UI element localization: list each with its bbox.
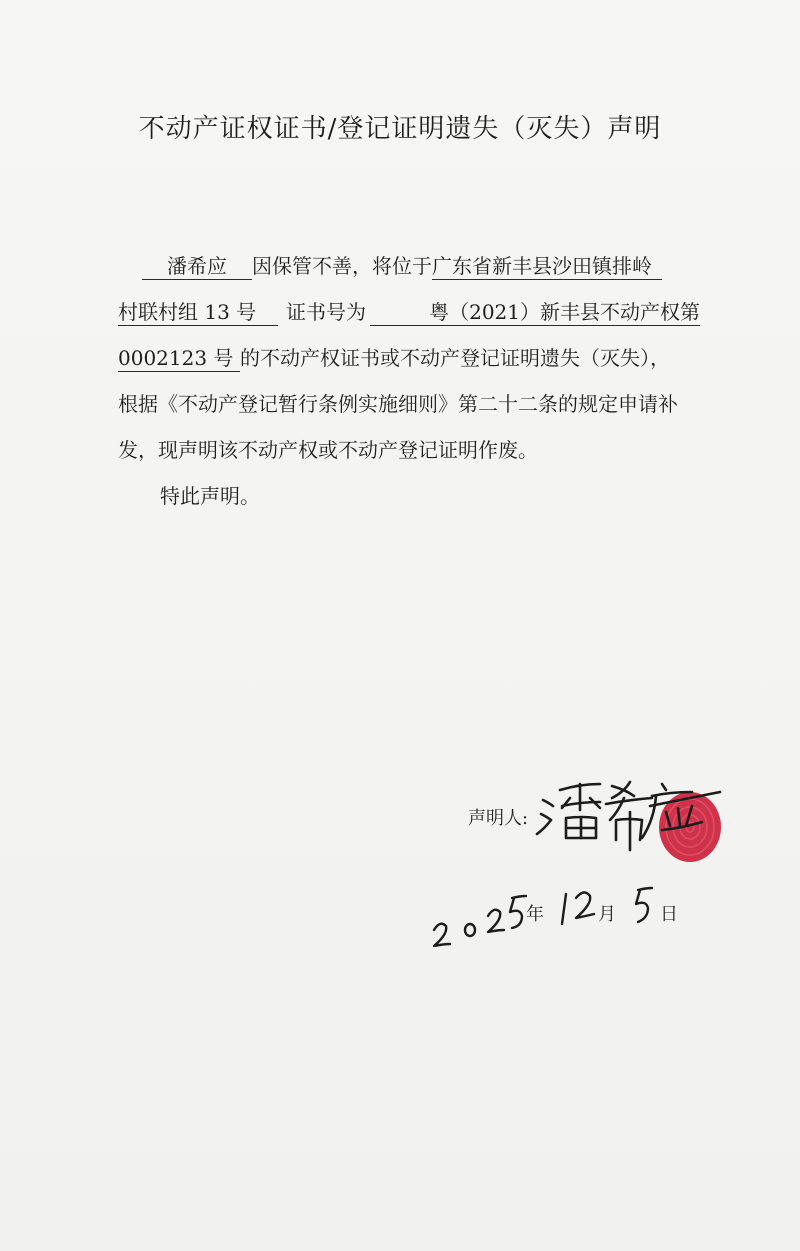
day-unit: 日: [660, 904, 678, 925]
document-title: 不动产证权证书/登记证明遗失（灭失）声明: [138, 114, 662, 144]
reason-text: 因保管不善，将位于: [252, 254, 432, 278]
month-unit: 月: [598, 904, 616, 925]
cert-no-label: 证书号为: [286, 300, 366, 324]
signer-label: 声明人:: [468, 808, 529, 829]
address-field-2: 村联村组 13 号: [118, 299, 278, 326]
cert-no-field-2: 0002123 号: [118, 345, 240, 372]
address-field-1: 广东省新丰县沙田镇排岭: [432, 253, 662, 280]
body-line-4: 根据《不动产登记暂行条例实施细则》第二十二条的规定申请补: [118, 392, 678, 416]
lost-text: 的不动产权证书或不动产登记证明遗失（灭失），: [240, 346, 670, 370]
closing-text: 特此声明。: [160, 484, 260, 508]
body-line-5: 发，现声明该不动产权或不动产登记证明作废。: [118, 438, 538, 462]
person-name-field: 潘希应: [142, 253, 252, 280]
cert-no-field-1: 粤（2021）新丰县不动产权第: [370, 299, 700, 326]
year-unit: 年: [526, 904, 544, 925]
